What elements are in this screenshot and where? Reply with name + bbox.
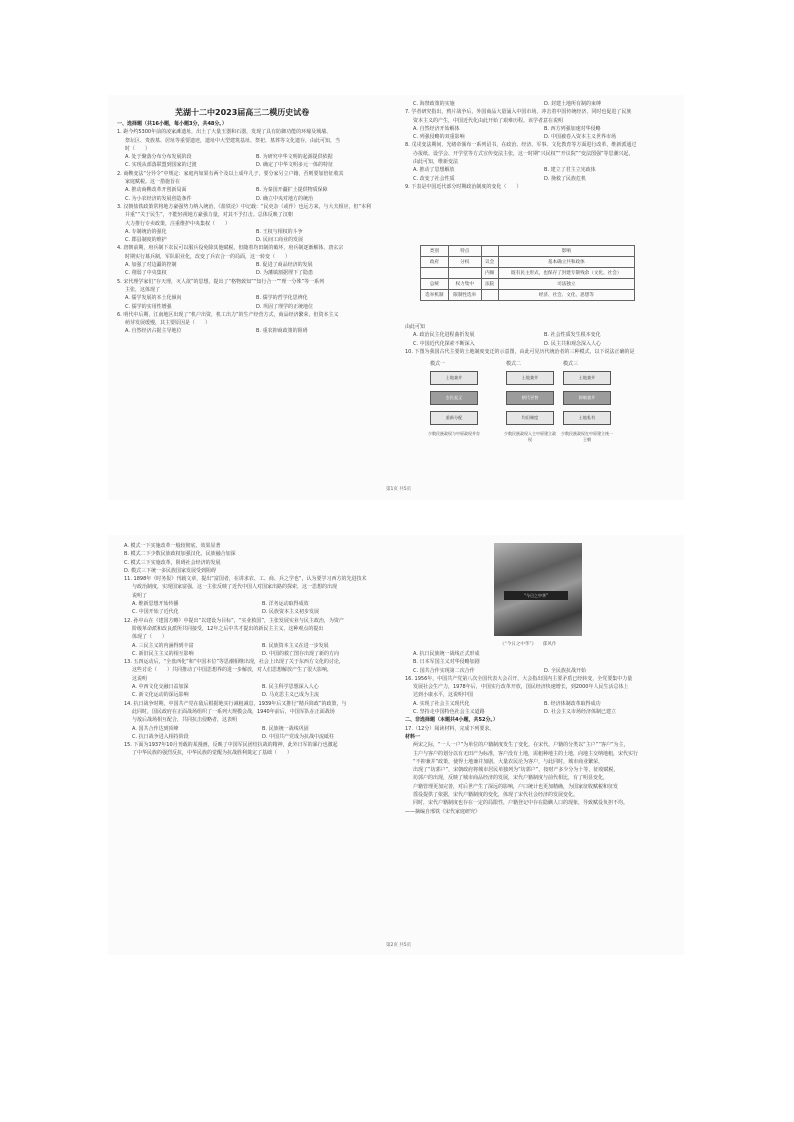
option-row (405, 340, 675, 348)
question-text: 徭役提供了依据，宋代户籍制度的变化，体现了宋代社会经济的发展变化。 (413, 792, 579, 799)
question-text: 资本主义的产生，中国近代化由此开始了艰难历程。该学者意在说明 (413, 117, 564, 124)
option-row (117, 236, 387, 244)
mode-bot: 均田制度 (506, 411, 554, 425)
table-cell: 选举机制 (421, 290, 449, 301)
table-cell (481, 290, 498, 301)
answer-option: B. 儒学的哲学化思辨化 (256, 295, 308, 302)
answer-option: A. 加强了对边疆的控制 (125, 262, 177, 269)
answer-option: A. 处于聚落分布分布发展阶段 (125, 154, 192, 161)
option-row (124, 650, 392, 658)
answer-option: A. 维新思想开始传播 (132, 601, 179, 608)
answer-option: B. 民族资本主义在进一步发展 (262, 642, 329, 649)
question-text: 9. 下表是中国近代部分时期政治制度的变化（ ） (405, 183, 522, 190)
table-cell: 影响 (498, 246, 634, 257)
table-cell: 议会 (481, 257, 498, 268)
answer-option: D. 民主共和观念深入人心 (544, 340, 602, 347)
option-row (405, 700, 675, 708)
question-text: 与政治制度，实现国家富强，这一主张反映了近代中国人对国家出路的探索，这一思想的出现 (132, 584, 338, 591)
question-text: 16. 1956年，中国共产党第八次全国代表大会召开，大会指出国内主要矛盾已经转变，全党要集中力量 (405, 675, 633, 682)
option-row (405, 166, 675, 174)
answer-option: D. 封建土地所有制的束缚 (544, 101, 602, 107)
answer-option: B. 王权与相权的斗争 (256, 228, 303, 235)
question-text: A. 抗日民族统一战线正式形成 (413, 651, 480, 657)
answer-option: C. 列强侵略的双重影响 (413, 134, 465, 141)
mode-diagram (504, 361, 556, 453)
option-row (117, 161, 387, 169)
answer-option: C. 新旧民主主义的相互影响 (132, 650, 194, 657)
mode-cap: 少数民族政权在中原建立统一王朝 (561, 431, 613, 442)
answer-option: D. 确定了中华文明多元一体的特征 (256, 162, 334, 169)
mode-mid: 抑制兼并 (563, 391, 611, 405)
option-row (124, 608, 392, 616)
question-text: 13. 五四运动后，“全盘西化”和“中国本位”等思潮相继出现，社会上出现了关于东西方文化的讨论， (124, 659, 344, 666)
answer-option: B. 社会性质发生根本变化 (544, 332, 601, 339)
section-heading: 二、非选择题（本题共4小题，共52分。） (405, 717, 498, 724)
question-text: 3. 汉朝盐铁政策常将地方豪强势力纳入统治，《盐铁论》中记载：“民吏杂（或作）也远方来，与大夫相应，但“本利 (117, 203, 372, 210)
answer-option: A. 三民主义的内涵得到丰富 (132, 642, 194, 649)
answer-option: D. 民间工商业的发展 (256, 237, 304, 244)
table-cell: 总统 (421, 279, 449, 290)
question-text: 发展社会生产力，1978年后，中国实行改革开放，国民经济快速增长，到2000年人民生活总体上 (413, 684, 629, 691)
question-text: 祭坛区、贵族墓、居址等重要遗迹，遗址中大型建筑基址、祭祀、墓葬等文化遗存，由此可知，当 (125, 137, 341, 144)
option-row (124, 683, 392, 691)
answer-option: D. 民族资本主义初步发展 (262, 609, 320, 616)
question-text: 6. 明代中后期，江南地区出现了“机户出资，机工出力”的生产经营方式，商品经济繁荣，但资本主义 (117, 311, 339, 318)
question-text: 由此可知，维新变法 (413, 159, 459, 166)
table-cell: 法院 (481, 279, 498, 290)
question-text: 5. 宋代理学家们“存天理，灭人欲”的思想，提出了“格物致知”“知行合一”“理一分殊”等一系列 (117, 278, 325, 285)
answer-option: D. 确立中央对地方的统治 (256, 195, 314, 202)
table-row (421, 279, 635, 290)
answer-option: C. 郡县制度的维护 (125, 237, 167, 244)
question-text: 10. 下图为我国古代主要的土地制度变迁的示意图，由此可见历代统治者的三种模式，以下说法正确的是 (405, 348, 635, 355)
option-row (124, 691, 392, 699)
question-text: 办报纸、设学会、开学堂等方式宣传变法主张，这一时期“兴民权”“开议院”“变法图强”等思潮兴起， (413, 150, 634, 157)
answer-option: A. 推动商鞅改革开创新局面 (125, 187, 187, 194)
table-cell: 司法独立 (498, 279, 634, 290)
question-text: 户籍管理更加完善，对后世产生了深远的影响，户口统计也更加精确，为国家征收赋税和征发 (413, 783, 619, 790)
answer-option: B. 西方列强加速对华侵略 (544, 125, 601, 132)
question-text: 与敌后战场相互配合，共同抗击侵略者，这表明 (132, 717, 238, 724)
page2-left-column (124, 542, 392, 758)
table-row (421, 246, 635, 257)
table-cell: 限制性选举 (448, 290, 481, 301)
question-text: “不抑兼并”政策，使得土地兼并加剧，大量农民沦为客户，与此同时，城市商业繁荣， (413, 758, 604, 765)
answer-option: B. 重农抑商政策的阻碍 (256, 328, 308, 335)
question-text: 这说明 (132, 675, 148, 682)
question-text: 时（ ） (125, 145, 151, 152)
option-row (124, 600, 392, 608)
table-cell: 既有民主形式，也保存了封建专制残余（文化、社会） (498, 268, 634, 279)
answer-option: C. 新文化运动的深远影响 (132, 692, 189, 699)
answer-option: C. 为小农经济的发展创造条件 (125, 195, 192, 202)
table-cell: 类别 (421, 246, 449, 257)
option-row (117, 294, 387, 302)
mode-top: 土地兼并 (563, 371, 611, 385)
question-text: ——摘编自邢铁《宋代家庭研究》 (405, 808, 481, 815)
question-text: 阶级革命派和改良派所共同接受，12年之后中共才提出的新民主主义，这种观点的提出 (132, 625, 324, 632)
mode-cap: 少数民族政权入主中原建立政权 (504, 431, 556, 442)
question-text: 主张，这体现了 (125, 286, 161, 293)
answer-option: B. 洋务运动取得成效 (262, 601, 309, 608)
question-text: 15. 下面为1937年10月刊载的某漫画，反映了中国军民团结抗战的精神，此外日军的暴行也激起 (124, 742, 338, 749)
option-row (405, 125, 675, 133)
mode-name: 模式二 (506, 361, 522, 367)
answer-option: C. 儒学的实用性增强 (125, 303, 172, 310)
answer-option: A. 自然经济开始解体 (413, 125, 460, 132)
option-row (405, 708, 675, 716)
answer-option: A. 中西文化交融日益加深 (132, 684, 189, 691)
page1-right-column-lower (405, 323, 675, 356)
table-cell: 政府 (421, 257, 449, 268)
question-text: 出现了“坊郭户”，宋朝政府将城市居民单独列为“坊郭户”，按财产多少分为十等，征收赋税， (413, 767, 619, 774)
answer-option: C. 海禁政策的实施 (413, 101, 455, 107)
answer-option: B. 民族统一战线巩固 (262, 725, 309, 732)
question-text: 了中华民族的强烈反抗，中华民族的觉醒为抗战胜利奠定了基础（ ） (132, 750, 293, 757)
table-cell (481, 246, 498, 257)
mode-cap: 少数民族政权与中原政权并存 (428, 431, 480, 436)
cartoon-banner: “今日之中华” (504, 591, 568, 600)
question-text: 并重”“关于民生”，不能轻视地方豪强力量，对其不予打击。总体反映了汉朝 (125, 212, 293, 219)
question-text: 两宋之际，“一人一户”为单位的户籍制度发生了变化，在宋代，户籍的分类以“主户”“客户”为主， (413, 742, 629, 749)
mode-name: 模式三 (563, 361, 579, 367)
question-text: 1. 距今约5300年前的凌家滩遗址，出土了大量玉器和石器，发现了具有防御功能的环壕及城墙、 (117, 129, 332, 136)
option-row (124, 733, 392, 741)
mode-mid: 朝代更替 (506, 391, 554, 405)
table-cell (421, 268, 449, 279)
answer-option: B. 建立了君主立宪政体 (544, 167, 596, 174)
option-row (117, 186, 387, 194)
page1-footer: 第1页 共5页 (386, 487, 412, 492)
question-text: 2. 商鞅变法“分异令”中规定：家庭内如果有两个及以上成年儿子，要分家另立户籍，否则要加倍征收其 (117, 170, 344, 177)
question-text: D. 模式三下统一多民族国家发展受到阻碍 (124, 567, 217, 574)
question-text: 同时，宋代户籍制度也存在一定的局限性，户籍登记中存在隐瞒人口的现象，导致赋役负担不均。 (413, 800, 629, 807)
question-text: 此同时，国民政府在正面战场组织了一系列大规模会战，1940年前后，中国军队在正面战场 (132, 708, 335, 715)
answer-option: A. 实现了社会主义现代化 (413, 700, 470, 707)
question-text: 大力推行专卖政策，注重维护中央集权（ ） (125, 220, 231, 227)
question-text: A. 模式一下实施改革一般较彻底，效果显著 (124, 543, 221, 549)
option-row (124, 725, 392, 733)
option-row (405, 133, 675, 141)
question-text: 说明了 (132, 592, 148, 599)
answer-option: B. 民主科学思想深入人心 (262, 684, 319, 691)
question-text: 坊郭户的出现，反映了城市商品经济的发展，宋代户籍制度与前代相比，有了明显变化， (413, 775, 609, 782)
option-row (117, 195, 387, 203)
option-row (124, 642, 392, 650)
page2-right-column (405, 650, 675, 816)
question-text: 时期实行募兵制，军队职业化，改变了兵农合一的局面，这一转变（ ） (125, 253, 291, 260)
table-cell: 权力集中 (448, 279, 481, 290)
option-row (117, 303, 387, 311)
mode-bot: 重新分配 (430, 411, 478, 425)
page2-footer: 第2页 共5页 (386, 943, 412, 948)
section-heading: 材料一 (405, 733, 421, 740)
table-row (421, 268, 635, 279)
page-title: 芜湖十二中2023届高三二模历史试卷 (175, 108, 310, 117)
table-cell (448, 268, 481, 279)
question-text: 这些讨论（ ）共同推动了中国思想界的进一步解放，对人们思想解放产生了很大影响， (132, 667, 333, 674)
answer-option: D. 马克思主义已成为主流 (262, 692, 320, 699)
table-cell: 基本确立共和政体 (498, 257, 634, 268)
section-heading: 一、选择题（共16小题，每小题3分，共48分。） (117, 121, 227, 127)
mode-diagram (428, 361, 480, 453)
question-text: 萌芽发展缓慢，其主要原因是（ ） (125, 320, 211, 327)
answer-option: B. 为研究中华文明的起源提供依据 (256, 154, 333, 161)
table-cell: 特点 (448, 246, 481, 257)
table-row (421, 290, 635, 301)
table-row (421, 257, 635, 268)
mode-mid: 农民起义 (430, 391, 478, 405)
mode-top: 土地兼并 (506, 371, 554, 385)
question-text: B. 模式二下少数民族政权加强汉化，民族融合加深 (124, 551, 236, 558)
answer-option: C. 坚持走中国特色社会主义道路 (413, 709, 485, 716)
answer-option: D. 巩固了理学的正统地位 (256, 303, 314, 310)
option-row (405, 667, 675, 675)
page1-right-column (405, 100, 675, 191)
question-text: 由此可知 (405, 324, 426, 330)
table-cell: 经济、社会、文化、思想等 (498, 290, 634, 301)
answer-option: D. 社会主义市场经济体制已建立 (544, 709, 617, 716)
cartoon-caption: 《“今日之中华”》 郁风作 (500, 642, 557, 647)
question-text: 11. 1898年《时务报》刊载文章，提出“富国者，在讲求农、工、商、兵之学也”，认为要学习西方的先进技术 (124, 576, 367, 583)
answer-option: C. 实现从部落联盟到国家的过渡 (125, 162, 197, 169)
answer-option: A. 国共合作达到顶峰 (132, 725, 179, 732)
mode-top: 土地兼并 (430, 371, 478, 385)
answer-option: B. 为秦国开疆扩土提供物质保障 (256, 187, 328, 194)
page1-left-column (117, 120, 387, 336)
answer-option: A. 推动了思想解放 (413, 167, 455, 174)
answer-option: A. 自然经济占据主导地位 (125, 328, 182, 335)
mode-bot: 土地私有 (563, 411, 611, 425)
question-text: 达到小康水平，这说明中国 (413, 692, 474, 699)
question-text: 17.（12分）阅读材料，完成下列要求。 (405, 725, 495, 732)
answer-option: D. 中国的救亡图存出现了新的方向 (262, 650, 340, 657)
institution-table (420, 245, 635, 301)
option-row (117, 228, 387, 236)
question-text: 体现了（ ） (132, 634, 168, 641)
question-text: 7. 学者研究指出，鸦片战争后，外国商品大量涌入中国市场，冲击着中国传统经济，同时也促进了民族 (405, 109, 632, 116)
answer-option: B. 促进了商品经济的发展 (256, 262, 313, 269)
option-row (117, 153, 387, 161)
answer-option: D. 中国被卷入资本主义世界市场 (544, 134, 617, 141)
table-cell: 内阁 (481, 268, 498, 279)
question-text: 8. 戊戌变法期间，光绪帝颁布一系列诏书，在政治、经济、军事、文化教育等方面进行改革，维新派通过 (405, 142, 637, 149)
option-row (405, 175, 675, 183)
answer-option: D. 为藩镇割据埋下了隐患 (256, 270, 314, 277)
answer-option: C. 中国近代化探索不断深入 (413, 340, 475, 347)
question-text: 14. 抗日战争时期，中国共产党在敌后根据地实行减租减息，1939年后又推行“精兵简政”的政策，与 (124, 700, 347, 707)
question-text: 12. 孙中山在《建国方略》中提出“以建设为目标”，“实业救国”，主张发展实业与民主政治，为资产 (124, 617, 344, 624)
answer-option: D. 全民族抗战开始 (544, 667, 587, 674)
option-row (117, 269, 387, 277)
answer-option: C. 改变了社会性质 (413, 175, 455, 182)
option-row (405, 331, 675, 339)
answer-option: D. 中国共产党成为抗战中流砥柱 (262, 733, 335, 740)
answer-option: C. 国共合作实现第二次合作 (413, 667, 475, 674)
option-row (117, 261, 387, 269)
cartoon-image (494, 543, 582, 636)
answer-option: D. 挽救了民族危机 (544, 175, 587, 182)
question-text: B. 日本军国主义对华侵略加剧 (413, 659, 480, 666)
question-text: 4. 唐朝前期，府兵制下农民可以服兵役免除其他赋税，但随着均田制的破坏，府兵制逐渐解体，唐玄宗 (117, 245, 344, 252)
table-cell: 分权 (448, 257, 481, 268)
answer-option: C. 抗日战争进入相持阶段 (132, 733, 189, 740)
answer-option: B. 经济体制改革取得成功 (544, 700, 601, 707)
option-row (117, 327, 387, 335)
answer-option: A. 政治民主化进程曲折发展 (413, 332, 475, 339)
answer-option: C. 削弱了中央集权 (125, 270, 167, 277)
answer-option: A. 儒学发展的本土化倾向 (125, 295, 182, 302)
question-text: 主户与客户的划分以有无田产为标准，客户没有土地，需租种地主的土地，向地主交纳地租，宋代实行 (413, 750, 639, 757)
question-text: C. 模式三下实施改革，阻碍社会经济的发展 (124, 559, 221, 566)
mode-name: 模式一 (430, 361, 446, 367)
question-text: 家庭赋税。这一措施旨在 (125, 179, 181, 186)
option-row (405, 100, 675, 108)
answer-option: C. 中国开始了近代化 (132, 609, 179, 616)
answer-option: A. 专制统治的强化 (125, 228, 167, 235)
mode-diagram (561, 361, 613, 453)
